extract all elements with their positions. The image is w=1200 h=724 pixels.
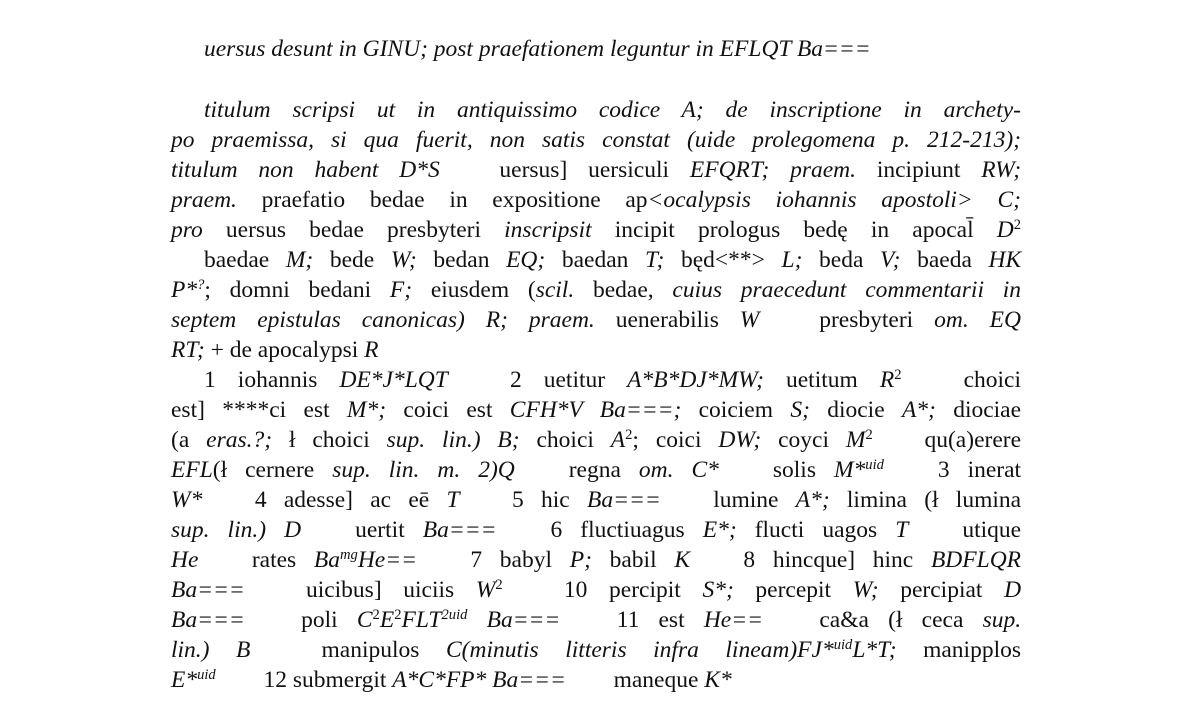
- apparatus-line-10: [204, 365, 1021, 395]
- text: Ba===: [171, 607, 245, 633]
- text: sup. lin.): [386, 427, 481, 453]
- text: pro: [171, 217, 203, 243]
- text: EFL: [171, 457, 213, 483]
- text: baedan: [561, 247, 629, 273]
- text: manipplos: [923, 637, 1021, 663]
- text: FLT: [401, 607, 442, 633]
- superscript: 2: [894, 367, 902, 383]
- text: E: [379, 607, 395, 633]
- text: Ba===: [587, 487, 661, 513]
- text: 8 hincque] hinc: [743, 547, 914, 573]
- apparatus-line-12: [171, 425, 1021, 455]
- text: percipiat: [900, 577, 983, 603]
- text: om. C*: [638, 457, 719, 483]
- text: 12 submergit: [263, 667, 387, 693]
- text: 6 fluctiuagus: [550, 517, 685, 543]
- apparatus-line-6: [204, 245, 1021, 275]
- text: qu(a)erere: [924, 427, 1022, 453]
- text: BDFLQR: [930, 547, 1022, 573]
- text: scil.: [535, 277, 575, 303]
- text: A*;: [901, 397, 936, 423]
- text: B;: [497, 427, 520, 453]
- text: bede: [329, 247, 375, 273]
- text: R; praem.: [485, 307, 595, 333]
- text: bedan: [433, 247, 490, 273]
- text: coici est: [403, 397, 493, 423]
- text: V;: [880, 247, 901, 273]
- apparatus-line-2: [171, 125, 1021, 155]
- superscript: mg: [340, 547, 358, 563]
- apparatus-line-9: [171, 335, 1021, 365]
- superscript: 2: [394, 607, 402, 623]
- text: P*: [171, 277, 198, 303]
- text: T;: [645, 247, 665, 273]
- text: A*;: [795, 487, 830, 513]
- text: uersus bedae presbyteri: [225, 217, 482, 243]
- text: D: [996, 217, 1014, 243]
- text: W*: [171, 487, 203, 513]
- apparatus-heading: uersus desunt in GINU; post praefationem leguntur in EFLQT Ba===: [204, 36, 871, 62]
- text: He: [171, 547, 199, 573]
- apparatus-line-1: [204, 95, 1021, 125]
- text: incipit prologus bedę in apocal̄: [614, 217, 974, 243]
- text: L*T;: [852, 637, 897, 663]
- text: 3 inerat: [937, 457, 1022, 483]
- text: A*B*DJ*MW;: [627, 367, 764, 393]
- text: He==: [357, 547, 417, 573]
- text: coiciem: [698, 397, 773, 423]
- text: 7 babyl: [470, 547, 553, 573]
- text: 4 adesse] ac eē: [254, 487, 430, 513]
- text: uicibus] uiciis: [305, 577, 455, 603]
- text: K: [674, 547, 690, 573]
- apparatus-line-17: [171, 575, 1021, 605]
- text: He==: [703, 607, 763, 633]
- text: CFH*V Ba===;: [509, 397, 682, 423]
- text: W;: [390, 247, 417, 273]
- superscript: 2: [625, 427, 633, 443]
- text: K*: [704, 667, 732, 693]
- text: diociae: [953, 397, 1022, 423]
- apparatus-line-8: [171, 305, 1021, 335]
- text: EFQRT; praem.: [689, 157, 857, 183]
- text: cuius praecedunt commentarii in: [672, 277, 1022, 303]
- text: bedae,: [592, 277, 654, 303]
- superscript: 2: [495, 577, 503, 593]
- text: eiusdem (: [430, 277, 536, 303]
- text: solis: [772, 457, 816, 483]
- text: P;: [569, 547, 592, 573]
- text: DW;: [718, 427, 762, 453]
- text: D: [1004, 577, 1022, 603]
- text: EQ;: [506, 247, 546, 273]
- text: titulum scripsi ut in antiquissimo codice A; de inscriptione in archety-: [204, 97, 1021, 123]
- text: po praemissa, si qua fuerit, non satis constat (uide prolegomena p. 212-213);: [171, 127, 1021, 153]
- text: uertit: [355, 517, 405, 543]
- text: F;: [389, 277, 413, 303]
- text: T: [446, 487, 460, 513]
- text: baedae: [204, 247, 270, 273]
- text: eras.?;: [206, 427, 273, 453]
- text: W;: [852, 577, 879, 603]
- text: lumine: [713, 487, 779, 513]
- text: diocie: [827, 397, 885, 423]
- text: utique: [962, 517, 1022, 543]
- text: limina (ł lumina: [846, 487, 1022, 513]
- apparatus-line-19: [171, 635, 1021, 665]
- text: M*;: [346, 397, 387, 423]
- superscript: 2: [865, 427, 873, 443]
- text: uetitum: [786, 367, 858, 393]
- text: 10 percipit: [563, 577, 681, 603]
- text: HK: [988, 247, 1022, 273]
- superscript: uid: [865, 457, 884, 473]
- text: baeda: [917, 247, 972, 273]
- text: poli: [301, 607, 338, 633]
- text: L;: [781, 247, 803, 273]
- superscript: 2uid: [441, 607, 468, 623]
- text: ; domni bedani: [204, 277, 372, 303]
- text: praefatio bedae in expositione ap: [261, 187, 648, 213]
- superscript: ?: [197, 277, 205, 293]
- text: M;: [285, 247, 314, 273]
- text: Ba===: [486, 607, 561, 633]
- superscript: 2: [1013, 217, 1022, 233]
- apparatus-line-3: [171, 155, 1021, 185]
- text: babil: [609, 547, 657, 573]
- text: 11 est: [616, 607, 685, 633]
- text: Ba===: [171, 577, 245, 603]
- apparatus-line-16: [171, 545, 1021, 575]
- text: regna: [568, 457, 621, 483]
- text: inscripsit: [504, 217, 592, 243]
- text: + de apocalypsi: [210, 337, 359, 363]
- apparatus-line-5: [171, 215, 1021, 245]
- text: R: [364, 337, 379, 363]
- text: <ocalypsis iohannis apostoli> C;: [647, 187, 1021, 213]
- text: choici: [536, 427, 594, 453]
- text: uenerabilis: [615, 307, 719, 333]
- text: incipiunt: [876, 157, 961, 183]
- text: beda: [819, 247, 864, 273]
- text: RT;: [171, 337, 205, 363]
- text: 1 iohannis: [204, 367, 318, 393]
- text: praem.: [171, 187, 237, 213]
- text: manipulos: [321, 637, 420, 663]
- text: C: [356, 607, 373, 633]
- text: S*;: [702, 577, 734, 603]
- text: W: [475, 577, 496, 603]
- text: uersus] uersiculi: [499, 157, 670, 183]
- text: E*;: [702, 517, 737, 543]
- text: RW;: [981, 157, 1022, 183]
- text: ca&a (ł ceca: [819, 607, 964, 633]
- text: A*C*FP* Ba===: [392, 667, 566, 693]
- text: 2 uetitur: [509, 367, 606, 393]
- text: sup.: [982, 607, 1022, 633]
- text: R: [879, 367, 895, 393]
- apparatus-line-4: [171, 185, 1021, 215]
- text: coyci: [778, 427, 829, 453]
- text: sup. lin. m. 2)Q: [332, 457, 515, 483]
- text: M: [845, 427, 866, 453]
- text: est] ****ci est: [171, 397, 330, 423]
- apparatus-line-7: [171, 275, 1021, 305]
- text: flucti uagos: [754, 517, 878, 543]
- text: E*: [171, 667, 198, 693]
- apparatus-line-11: [171, 395, 1021, 425]
- superscript: 2: [372, 607, 380, 623]
- text: septem epistulas canonicas): [171, 307, 465, 333]
- apparatus-line-13: [171, 455, 1021, 485]
- text: DE*J*LQT: [339, 367, 448, 393]
- text: (ł cernere: [212, 457, 315, 483]
- text: M*: [833, 457, 866, 483]
- apparatus-line-18: [171, 605, 1021, 635]
- text: T: [895, 517, 909, 543]
- apparatus-line-20: [171, 665, 1021, 695]
- text: om. EQ: [934, 307, 1021, 333]
- superscript: uid: [833, 637, 853, 653]
- apparatus-line-14: [171, 485, 1021, 515]
- text: presbyteri: [819, 307, 914, 333]
- text: choici: [963, 367, 1021, 393]
- text: A: [610, 427, 626, 453]
- text: ł choici: [288, 427, 370, 453]
- text: lin.) B: [171, 637, 251, 663]
- text: rates: [251, 547, 297, 573]
- text: (a: [171, 427, 190, 453]
- text: 5 hic: [512, 487, 570, 513]
- text: Ba: [313, 547, 340, 573]
- text: ; coici: [632, 427, 702, 453]
- superscript: uid: [197, 667, 216, 683]
- text: titulum non habent D*S: [171, 157, 440, 183]
- text: będ<**>: [680, 247, 765, 273]
- text: Ba===: [422, 517, 497, 543]
- text: sup. lin.) D: [171, 517, 302, 543]
- text: C(minutis litteris infra lineam)FJ*: [445, 637, 834, 663]
- text: maneque: [613, 667, 699, 693]
- text: S;: [790, 397, 810, 423]
- apparatus-line-15: [171, 515, 1021, 545]
- text: percepit: [755, 577, 832, 603]
- text: W: [739, 307, 760, 333]
